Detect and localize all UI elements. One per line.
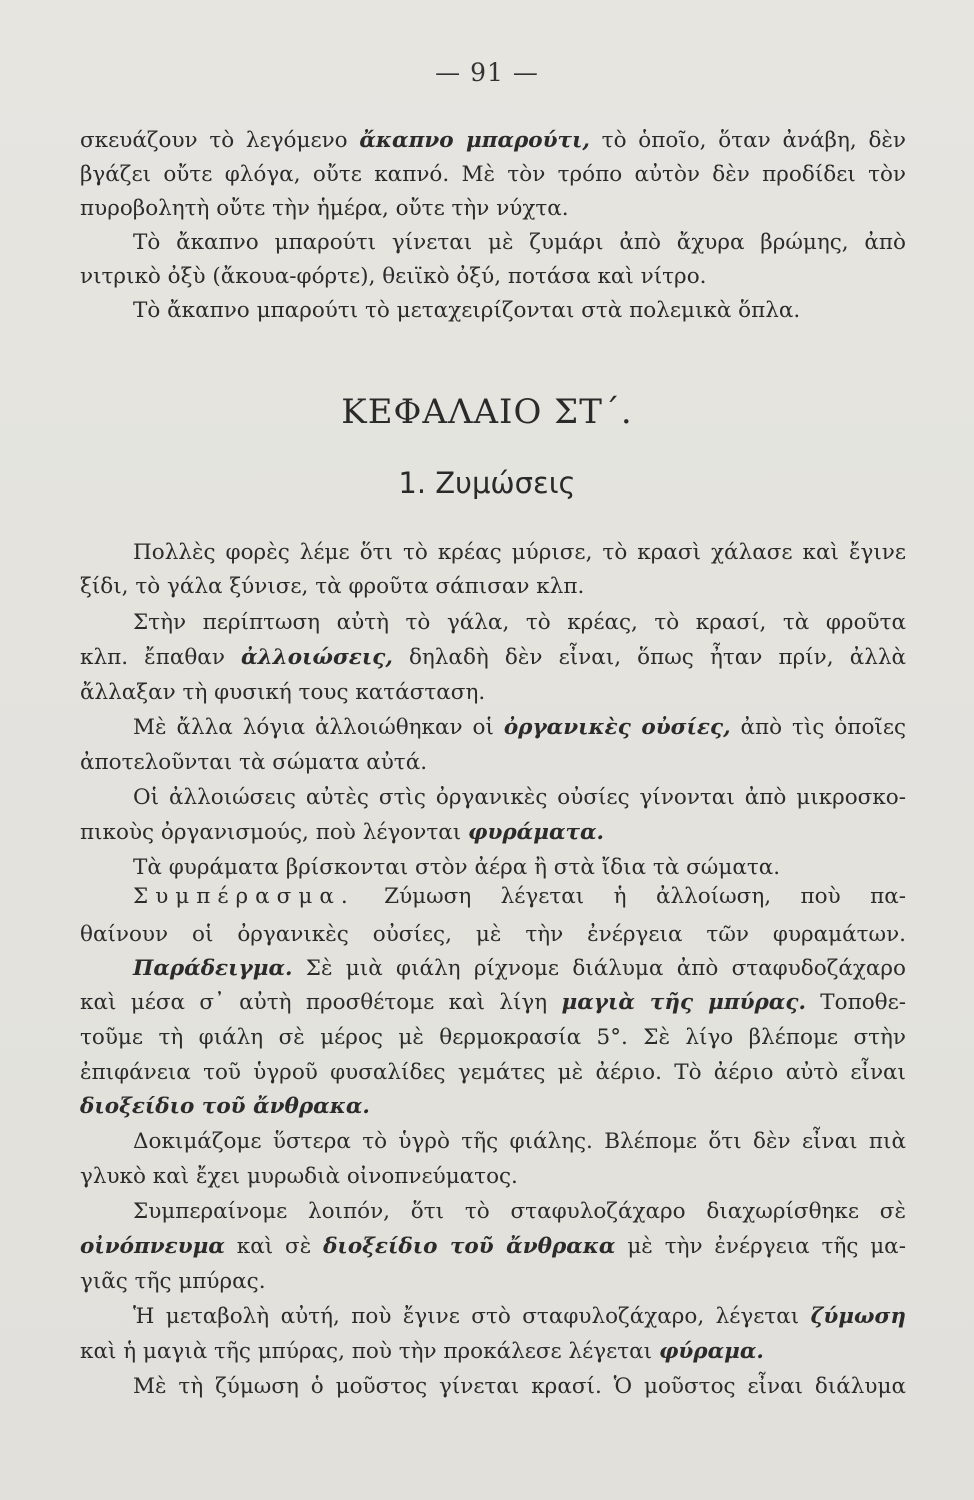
text-segment: γιᾶς τῆς μπύρας. [80,1269,266,1294]
text-line [80,986,906,1020]
text-line [133,880,906,914]
text-segment: Τοποθε- [805,990,906,1015]
emphasis-term: ὀργανικὲς οὐσίες, [503,715,731,740]
text-segment: Ἡ μεταβολὴ αὐτή, ποὺ ἔγινε στὸ σταφυλοζάχαρο, λέγεται [133,1304,811,1329]
text-line [80,676,906,710]
text-segment: νιτρικὸ ὀξὺ (ἄκουα-φόρτε), θειϊκὸ ὀξύ, ποτάσα καὶ νίτρο. [80,264,707,289]
text-segment: Δοκιμάζομε ὕστερα τὸ ὑγρὸ τῆς φιάλης. Βλέπομε ὅτι δὲν εἶναι πιὰ [133,1129,906,1154]
text-line [133,952,906,986]
text-segment: βγάζει οὔτε φλόγα, οὔτε καπνό. Μὲ τὸν τρόπο αὐτὸν δὲν προδίδει τὸν [80,162,906,187]
text-segment: γλυκὸ καὶ ἔχει μυρωδιὰ οἰνοπνεύματος. [80,1164,518,1189]
text-line [133,1370,906,1404]
text-segment: θαίνουν οἱ ὀργανικὲς οὐσίες, μὲ τὴν ἐνέργεια τῶν φυραμάτων. [80,922,906,947]
text-line [80,192,906,226]
text-segment: Τὸ ἄκαπνο μπαρούτι γίνεται μὲ ζυμάρι ἀπὸ ἄχυρα βρώμης, ἀπὸ [133,230,906,255]
text-segment: Στὴν περίπτωση αὐτὴ τὸ γάλα, τὸ κρέας, τὸ κρασί, τὰ φροῦτα [133,610,906,635]
text-line [80,918,906,952]
text-segment: ἄλλαξαν τὴ φυσική τους κατάσταση. [80,680,486,705]
emphasis-term: ἀλλοιώσεις, [241,645,393,670]
text-segment: σκευάζουν τὸ λεγόμενο [80,128,360,153]
text-segment: Ζύμωση λέγεται ἡ ἀλλοίωση, ποὺ πα- [354,884,906,909]
text-line [133,711,906,745]
text-segment: πικοὺς ὀργανισμούς, ποὺ λέγονται [80,820,468,845]
page-number: — 91 — [435,58,539,87]
text-line [133,606,906,640]
text-line [133,1125,906,1159]
text-line [80,641,906,675]
text-segment: Μὲ ἄλλα λόγια ἀλλοιώθηκαν οἱ [133,715,504,740]
chapter-title: ΚΕΦΑΛΑΙΟ ΣΤ΄. [341,392,633,432]
emphasis-term: φυράματα. [468,820,604,845]
text-segment: Συμπεραίνομε λοιπόν, ὅτι τὸ σταφυλοζάχαρο διαχωρίσθηκε σὲ [133,1199,906,1224]
text-segment: Τὸ ἄκαπνο μπαρούτι τὸ μεταχειρίζονται στὰ πολεμικὰ ὅπλα. [133,298,801,323]
emphasis-term: ἄκαπνο μπαρούτι, [359,128,590,153]
text-line [80,1335,906,1369]
spaced-heading: Συμπέρασμα. [133,884,355,909]
text-line [133,781,906,815]
text-segment: Πολλὲς φορὲς λέμε ὅτι τὸ κρέας μύρισε, τὸ κρασὶ χάλασε καὶ ἔγινε [133,540,906,565]
text-segment: ξίδι, τὸ γάλα ξύνισε, τὰ φροῦτα σάπισαν κλπ. [80,574,585,599]
text-line [80,124,906,158]
text-line [80,570,906,604]
emphasis-term: διοξείδιο τοῦ ἄνθρακα. [80,1094,370,1119]
text-line [133,226,906,260]
text-segment: ἐπιφάνεια τοῦ ὑγροῦ φυσαλίδες γεμάτες μὲ ἀέριο. Τὸ ἀέριο αὐτὸ εἶναι [80,1060,906,1085]
text-segment: πυροβολητὴ οὔτε τὴν ἡμέρα, οὔτε τὴν νύχτα. [80,196,569,221]
text-segment: ἀπὸ τὶς ὁποῖες [730,715,906,740]
text-line [133,1195,906,1229]
emphasis-term: μαγιὰ τῆς μπύρας. [561,990,806,1015]
text-line [80,1230,906,1264]
text-line [80,1090,906,1124]
text-segment: δηλαδὴ δὲν εἶναι, ὅπως ἦταν πρίν, ἀλλὰ [392,645,906,670]
text-segment: Μὲ τὴ ζύμωση ὁ μοῦστος γίνεται κρασί. Ὁ μοῦστος εἶναι διάλυμα [133,1374,906,1399]
text-line [80,746,906,780]
emphasis-term: διοξείδιο τοῦ ἄνθρακα [323,1234,616,1259]
text-segment: Σὲ μιὰ φιάλη ρίχνομε διάλυμα ἀπὸ σταφυδοζάχαρο [292,956,906,981]
text-segment: Οἱ ἀλλοιώσεις αὐτὲς στὶς ὀργανικὲς οὐσίες γίνονται ἀπὸ μικροσκο- [133,785,906,810]
text-line [80,1160,906,1194]
text-line [80,158,906,192]
text-segment: μὲ τὴν ἐνέργεια τῆς μα- [615,1234,906,1259]
emphasis-term: ζύμωση [810,1304,906,1329]
text-line [80,1021,906,1055]
text-segment: καὶ μέσα σ᾿ αὐτὴ προσθέτομε καὶ λίγη [80,990,562,1015]
text-segment: κλπ. ἔπαθαν [80,645,242,670]
text-segment: Τὰ φυράματα βρίσκονται στὸν ἀέρα ἢ στὰ ἴδια τὰ σώματα. [133,855,781,880]
text-segment: τὸ ὁποῖο, ὅταν ἀνάβη, δὲν [589,128,906,153]
text-line [133,294,906,328]
text-line [80,260,906,294]
emphasis-term: Παράδειγμα. [133,956,293,981]
section-title: 1. Ζυμώσεις [398,466,576,500]
emphasis-term: οἰνόπνευμα [80,1234,225,1259]
text-line [80,816,906,850]
text-line [80,1056,906,1090]
text-segment: καὶ ἡ μαγιὰ τῆς μπύρας, ποὺ τὴν προκάλεσε λέγεται [80,1339,659,1364]
text-line [133,1300,906,1334]
text-line [80,1265,906,1299]
text-segment: καὶ σὲ [224,1234,324,1259]
emphasis-term: φύραμα. [658,1339,764,1364]
text-segment: ἀποτελοῦνται τὰ σώματα αὐτά. [80,750,428,775]
text-segment: τοῦμε τὴ φιάλη σὲ μέρος μὲ θερμοκρασία 5°. Σὲ λίγο βλέπομε στὴν [80,1025,906,1050]
text-line [133,536,906,570]
